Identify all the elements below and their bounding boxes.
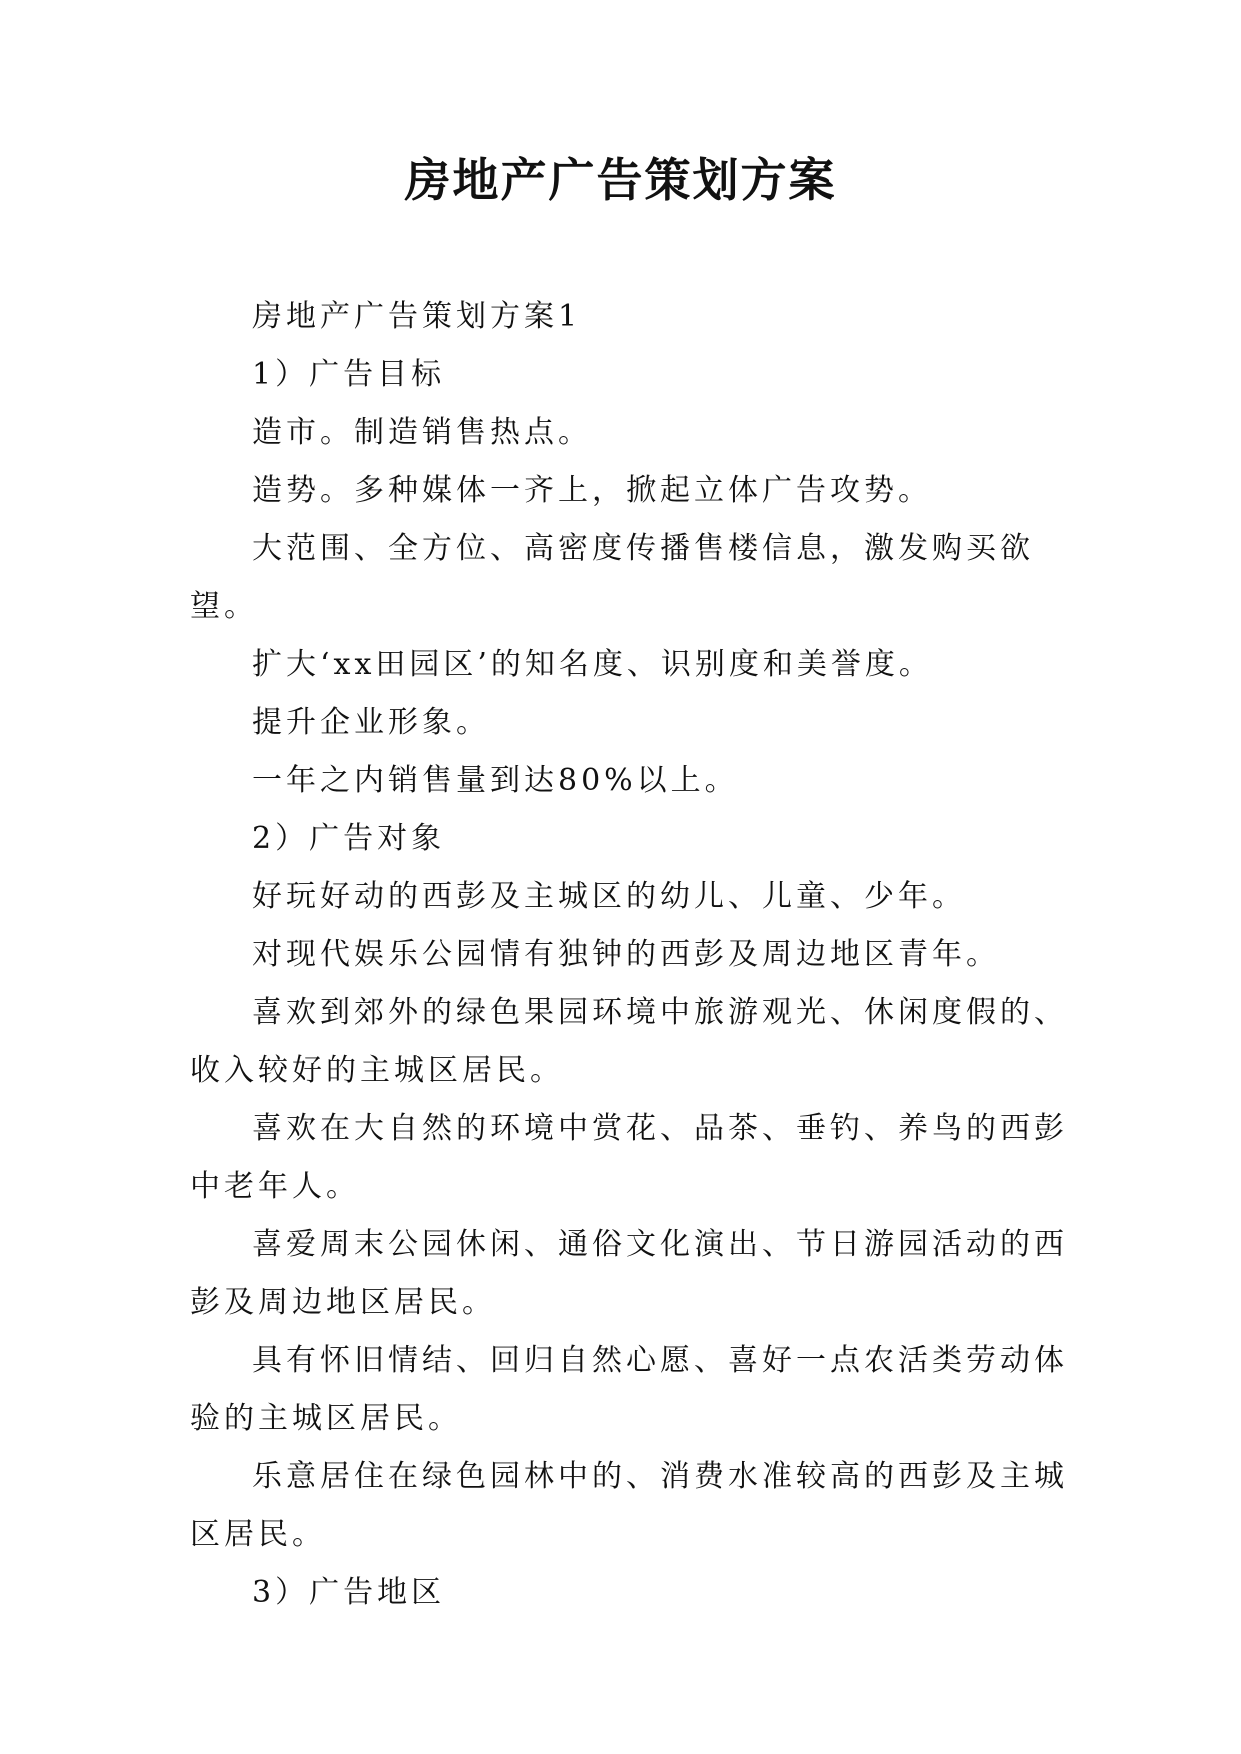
paragraph-subheading-goals: 1）广告目标 [252, 357, 446, 392]
paragraph-subheading-audience: 2）广告对象 [252, 821, 446, 856]
paragraph-section-heading: 房地产广告策划方案1 [252, 299, 582, 334]
paragraph: 具有怀旧情结、回归自然心愿、喜好一点农活类劳动体验的主城区居民。 [190, 1343, 1068, 1436]
paragraph: 造势。多种媒体一齐上，掀起立体广告攻势。 [252, 473, 932, 508]
paragraph: 提升企业形象。 [252, 705, 490, 740]
paragraph: 一年之内销售量到达80%以上。 [252, 763, 739, 798]
paragraph: 扩大‘xx田园区’的知名度、识别度和美誉度。 [252, 647, 933, 682]
paragraph: 造市。制造销售热点。 [252, 415, 592, 450]
paragraph: 喜爱周末公园休闲、通俗文化演出、节日游园活动的西彭及周边地区居民。 [190, 1227, 1068, 1320]
paragraph: 喜欢到郊外的绿色果园环境中旅游观光、休闲度假的、收入较好的主城区居民。 [190, 995, 1068, 1088]
paragraph: 对现代娱乐公园情有独钟的西彭及周边地区青年。 [252, 937, 1000, 972]
paragraph: 大范围、全方位、高密度传播售楼信息，激发购买欲望。 [190, 531, 1034, 624]
paragraph: 喜欢在大自然的环境中赏花、品茶、垂钓、养鸟的西彭中老年人。 [190, 1111, 1068, 1204]
document-title: 房地产广告策划方案 [404, 153, 837, 207]
paragraph: 好玩好动的西彭及主城区的幼儿、儿童、少年。 [252, 879, 966, 914]
paragraph-subheading-region: 3）广告地区 [252, 1575, 446, 1610]
document-body [190, 288, 1070, 1622]
paragraph: 乐意居住在绿色园林中的、消费水准较高的西彭及主城区居民。 [190, 1459, 1068, 1552]
